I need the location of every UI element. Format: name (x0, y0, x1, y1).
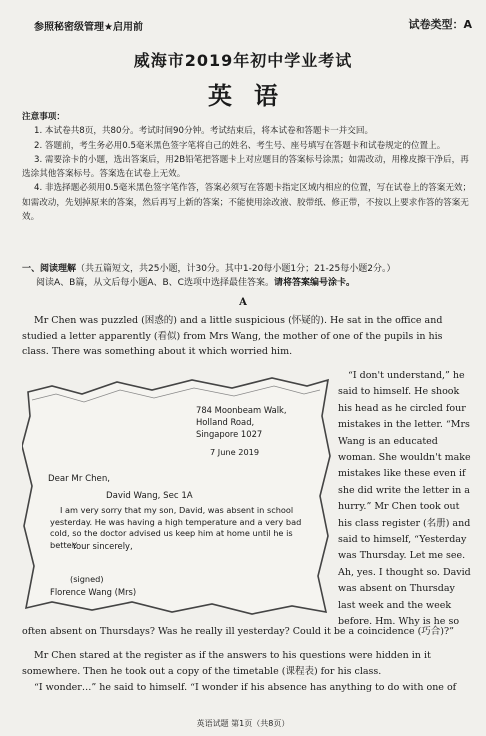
letter-body: I am very sorry that my son, David, was absent in school yesterday. He was having a high temperature and a very bad cold, so the doctor advised us keep him at home until he is better. (50, 505, 302, 551)
address-line: 784 Moonbeam Walk, (196, 405, 287, 415)
section-note: （共五篇短文，共25小题，计30分。其中1-20每小题1分；21-25每小题2分。） (76, 264, 396, 274)
letter-subject: David Wang, Sec 1A (106, 491, 193, 501)
section-instruction: 阅读A、B篇，从文后每小题A、B、C选项中选择最佳答案。 (36, 278, 274, 288)
address-line: Singapore 1027 (196, 429, 263, 439)
letter-salutation: Dear Mr Chen, (48, 474, 111, 484)
section-instruction-bold: 请将答案编号涂卡。 (273, 278, 355, 288)
passage-paragraph: Mr Chen stared at the register as if the answers to his questions were hidden in it somewhere. Then he took out a copy of the timetable (课程表) for his class. (22, 650, 431, 677)
passage-side-column (338, 368, 474, 631)
passage-paragraph: “I don't understand,” he said to himself. He shook his head as he circled four mistakes in the letter. “Mrs Wang is an educated woman. She wouldn't make mistakes like these even if she did write the letter in a hurry.” Mr Chen took out his class register (名册) and said to himself, “Yesterday was Thursday. Let me see. Ah, yes. I thought so. David was absent on Thursday last week and the week before. Hm. Why is he so (338, 370, 471, 628)
passage-paragraph: Mr Chen was puzzled (困惑的) and a little suspicious (怀疑的). He sat in the office and studied a letter apparently (看似) from Mrs Wang, the mother of one of the pupils in his class. There was something about it which worried him. (22, 315, 443, 357)
note-item: 2. 答题前，考生务必用0.5毫米黑色签字笔将自己的姓名、考生号、座号填写在答题卡和试卷规定的位置上。 (34, 140, 446, 151)
letter-address (196, 404, 326, 440)
exam-notes (22, 110, 474, 224)
note-item: 1. 本试卷共8页，共80分。考试时间90分钟。考试结束后，将本试卷和答题卡一并交回。 (34, 126, 374, 137)
letter-date: 7 June 2019 (210, 447, 260, 457)
address-line: Holland Road, (196, 417, 255, 427)
page-footer: 英语试题 第1页（共8页） (196, 719, 290, 728)
section-heading: 一、阅读理解 (22, 264, 77, 274)
letter-closing: Your sincerely, (72, 541, 133, 551)
exam-title: 威海市2019年初中学业考试 (133, 51, 353, 70)
paper-type-label: 试卷类型：A (408, 18, 472, 31)
subject-title: 英语 (208, 82, 300, 110)
reading-section-header (22, 262, 474, 290)
passage-paragraph: “I wonder…” he said to himself. “I wonder if his absence has anything to do with one of (34, 682, 457, 693)
note-item: 3. 需要涂卡的小题，选出答案后，用2B铅笔把答题卡上对应题目的答案标号涂黑；如需改动，用橡皮擦干净后，再选涂其他答案标号。答案选在试卷上无效。 (22, 154, 469, 180)
note-item: 4. 非选择题必须用0.5毫米黑色签字笔作答，答案必须写在答题卡指定区域内相应的位置，写在试卷上的答案无效；如需改动，先划掉原来的答案，然后再写上新的答案；不能使用涂改液、胶带纸、修正带，不按以上要求作答的答案无效。 (22, 183, 472, 223)
letter-signer: Florence Wang (Mrs) (50, 587, 137, 597)
passage-paragraph: often absent on Thursdays? Was he really ill yesterday? Could it be a coincidence (巧合)?” (22, 626, 454, 637)
passage-label: A (239, 297, 247, 308)
letter-signed: (signed) (70, 574, 104, 584)
confidentiality-header: 参照秘密级管理★启用前 (34, 22, 143, 33)
notes-heading: 注意事项： (22, 112, 65, 122)
